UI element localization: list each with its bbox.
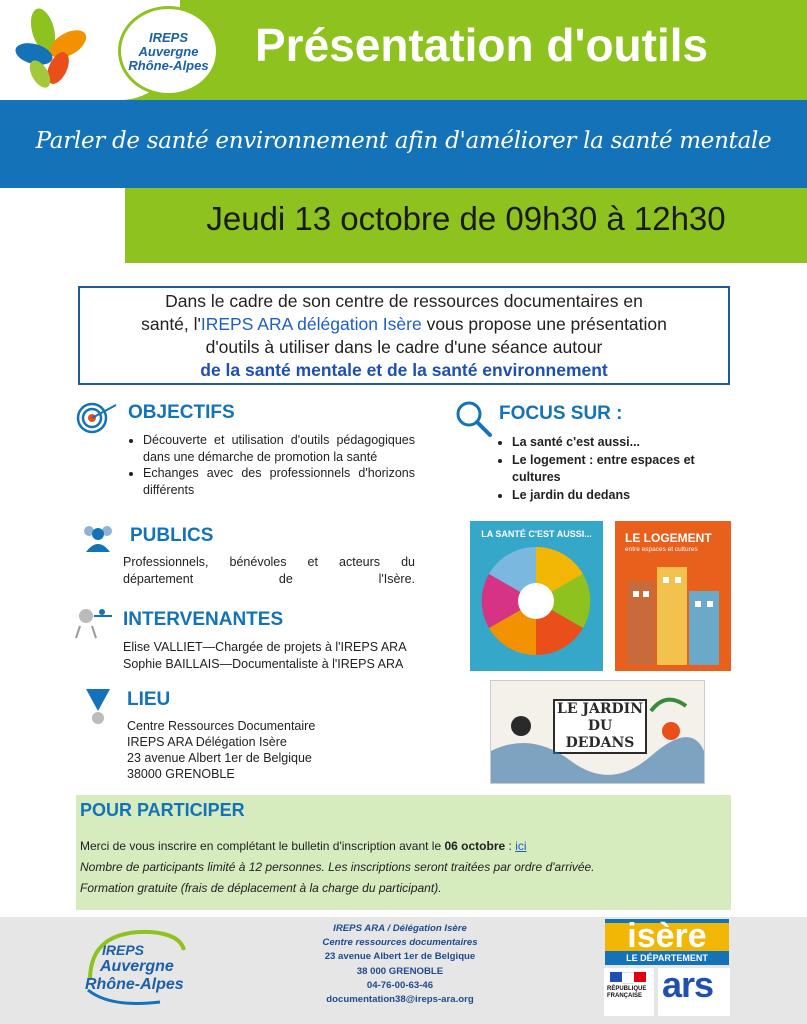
isere-logo — [605, 919, 729, 965]
deadline-date: 06 octobre — [444, 839, 506, 853]
focus-item: • La santé c'est aussi... — [512, 434, 734, 452]
participer-line-1 — [80, 836, 730, 857]
cover1-title: LA SANTÉ C'EST AUSSI... — [481, 529, 592, 539]
focus-list — [494, 434, 734, 504]
lieu-heading: LIEU — [127, 689, 171, 710]
participer-text — [80, 836, 730, 899]
logo-line-2: Auvergne — [138, 44, 199, 59]
intro-box — [78, 286, 730, 385]
intro-line-1: Dans le cadre de son centre de ressources documentaires en — [165, 291, 643, 311]
footer-line: Centre ressources documentaires — [322, 937, 478, 949]
buildings-illustration-icon — [623, 561, 723, 665]
flower-logo-icon — [10, 4, 90, 96]
focus-heading: FOCUS SUR : — [499, 403, 623, 424]
footer-logo-line-2: Auvergne — [100, 958, 174, 975]
cover2-subtitle: entre espaces et cultures — [625, 546, 698, 553]
isere-logo-text: isère — [627, 917, 707, 955]
logo-line-1: IREPS — [148, 30, 188, 45]
speakers-icon — [74, 604, 116, 640]
footer-email: documentation38@ireps-ara.org — [326, 994, 474, 1006]
target-icon — [76, 402, 120, 434]
intervenantes-list — [123, 639, 423, 672]
magnifier-icon — [454, 399, 494, 439]
ireps-logo-badge — [118, 6, 219, 96]
participer-line-3: Formation gratuite (frais de déplacement à la charge du participant). — [80, 881, 442, 895]
cover-jardin-dedans — [490, 680, 705, 784]
flag-red — [634, 972, 646, 982]
footer-logo-line-3: Rhône-Alpes — [85, 976, 184, 993]
focus-item: • Le logement : entre espaces et cultures — [512, 452, 734, 487]
isere-logo-subtitle: LE DÉPARTEMENT — [626, 953, 708, 963]
intervenantes-heading: INTERVENANTES — [123, 609, 284, 630]
participer-text-c: : — [505, 839, 516, 853]
event-date: Jeudi 13 octobre de 09h30 à 12h30 — [206, 200, 726, 237]
cover-logement — [615, 521, 731, 671]
intro-line-2 — [80, 313, 728, 336]
intro-text-end: vous propose une présentation — [421, 314, 667, 334]
objectif-item: • Découverte et utilisation d'outils pédagogiques dans une démarche de promotion la santé — [143, 432, 415, 465]
location-pin-icon — [84, 687, 112, 727]
footer-phone: 04-76-00-63-46 — [366, 979, 434, 991]
objectif-item: • Echanges avec des professionnels d'horizons différents — [143, 465, 415, 498]
focus-item: • Le jardin du dedans — [512, 487, 734, 505]
page-subtitle: Parler de santé environnement afin d'améliorer la santé mentale — [35, 128, 772, 154]
ars-logo — [658, 964, 730, 1016]
lieu-line: 23 avenue Albert 1er de Belgique — [127, 751, 312, 765]
cover3-title: LE JARDIN DU DEDANS — [553, 699, 647, 754]
flag-white — [622, 972, 634, 984]
lieu-line: Centre Ressources Documentaire — [127, 719, 316, 733]
cover-sante-aussi — [470, 521, 603, 671]
page-title: Présentation d'outils — [255, 19, 709, 71]
participer-text-a: Merci de vous inscrire en complétant le bulletin d'inscription avant le — [80, 839, 445, 853]
objectifs-list — [125, 432, 415, 498]
lieu-line: 38000 GRENOBLE — [127, 767, 235, 781]
participer-line-2: Nombre de participants limité à 12 personnes. Les inscriptions seront traitées par ordre d'arrivée. — [80, 860, 595, 874]
participer-heading: POUR PARTICIPER — [80, 800, 245, 820]
intro-org: IREPS ARA délégation Isère — [200, 314, 422, 334]
ars-logo-text: ars — [662, 964, 714, 1005]
registration-link[interactable]: ici — [515, 839, 527, 853]
logo-line-3: Rhône-Alpes — [128, 58, 209, 73]
publics-text: Professionnels, bénévoles et acteurs du département de l'Isère. — [123, 555, 415, 586]
health-wheel-icon — [480, 545, 592, 657]
footer-line: 23 avenue Albert 1er de Belgique — [324, 951, 476, 963]
objectifs-heading: OBJECTIFS — [128, 402, 235, 423]
cover2-title: LE LOGEMENT — [625, 531, 712, 545]
footer-line: IREPS ARA / Délégation Isère — [333, 923, 467, 934]
footer-logo-line-1: IREPS — [102, 942, 145, 958]
footer-ireps-logo — [80, 920, 200, 1010]
rf-label: RÉPUBLIQUE FRANÇAISE — [607, 986, 647, 999]
people-icon — [80, 522, 116, 554]
footer-contact — [250, 922, 550, 1007]
lieu-address — [127, 718, 427, 782]
intervenante-1: Elise VALLIET—Chargée de projets à l'IREPS ARA — [123, 640, 407, 654]
intro-text: santé, l' — [141, 314, 201, 334]
intro-line-4: de la santé mentale et de la santé environnement — [200, 360, 608, 380]
footer-line: 38 000 GRENOBLE — [356, 965, 444, 977]
publics-heading: PUBLICS — [130, 525, 214, 546]
lieu-line: IREPS ARA Délégation Isère — [127, 735, 287, 749]
garden-illustration-icon — [491, 681, 704, 783]
intro-line-3: d'outils à utiliser dans le cadre d'une séance autour — [205, 337, 603, 357]
intervenante-2: Sophie BAILLAIS—Documentaliste à l'IREPS ARA — [123, 656, 404, 671]
flag-blue — [610, 972, 622, 982]
republique-francaise-logo — [604, 968, 654, 1016]
